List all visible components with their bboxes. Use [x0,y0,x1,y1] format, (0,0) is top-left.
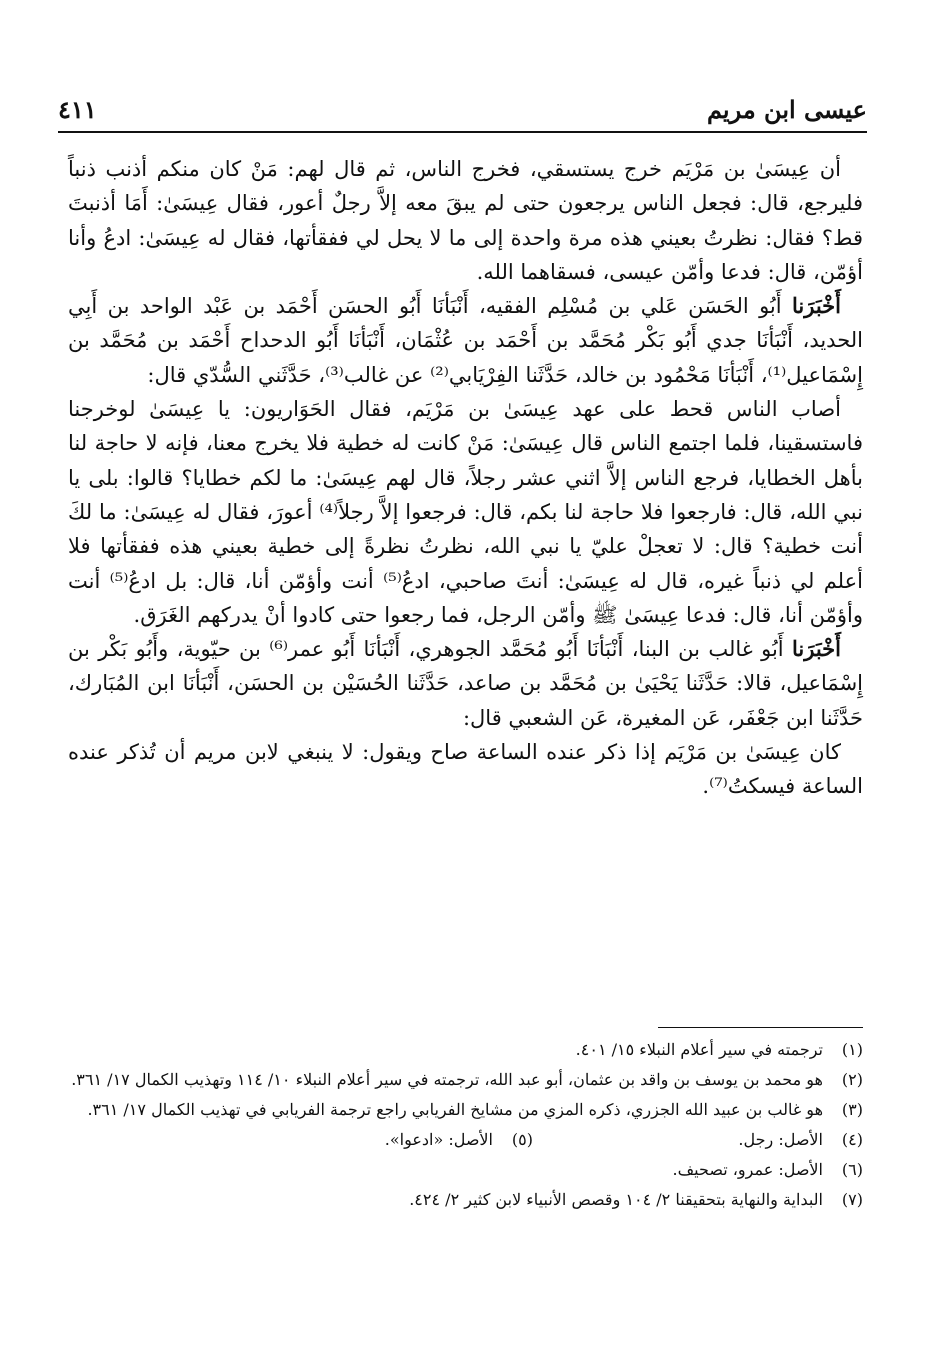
paragraph-4-text: أَبُو غالب بن البنا، أَنْبَأنَا أَبُو مُحَمَّد الجوهري، أَنْبَأنَا أَبُو عمر⁽⁶⁾ بن حيّوية، وأَبُو بَكْر بن إِسْمَاعيل، قالا: حَدَّثَنا يَحْيَىٰ بن مُحَمَّد بن صاعد، حَدَّثَنا الحُسَيْن بن الحسَن، أَنْبَأنَا ابن المُبَارك، حَدَّثَنا ابن جَعْفَر، عَن المغيرة، عَن الشعبي قال: [68,637,863,730]
footnote-text: الأصل: «ادعوا». [384,1130,493,1149]
paragraph-2-text: أَبُو الحَسَن عَلي بن مُسْلِم الفقيه، أَنْبَأنَا أَبُو الحسَن أَحْمَد بن عَبْد الواحد بن أَبِي الحديد، أَنْبَأنَا جدي أَبُو بَكْر مُحَمَّد بن أَحْمَد بن عُثْمَان، أَنْبَأنَا أَبُو الدحداح أَحْمَد بن مُحَمَّد بن إِسْمَاعيل⁽¹⁾، أَنْبَأنَا مَحْمُود بن خالد، حَدَّثَنا الفِرْيَابي⁽²⁾ عن غالب⁽³⁾، حَدَّثَني السُّدّي قال: [68,294,863,387]
main-text [68,152,863,804]
footnote-number: (٧) [841,1190,863,1209]
footnote-row-4-5 [68,1126,863,1153]
footnote-7 [68,1186,863,1213]
footnote-4 [533,1126,863,1153]
paragraph-3-text: أصاب الناس قحط على عهد عِيسَىٰ بن مَرْيَم، فقال الحَوَاريون: يا عِيسَىٰ لوخرجنا فاستسقينا، فلما اجتمع الناس قال عِيسَىٰ: مَنْ كانت له خطية فلا يخرج معنا، فإنه لا حاجة لنا بأهل الخطايا، فرجع الناس إلاَّ اثني عشر رجلاً، قال لهم عِيسَىٰ: ما لكم خطايا؟ قالوا: بلى يا نبي الله، قال: فارجعوا فلا حاجة لنا بكم، قال: فرجعوا إلاَّ رجلاً⁽⁴⁾ أعورَ، فقال له عِيسَىٰ: ما لكَ أنت خطية؟ قال: لا تعجلْ عليّ يا نبي الله، نظرتُ نظرةً إلى خطية بعيني هذه ففقأتها فلا أعلم لي ذنباً غيره، قال له عِيسَىٰ: أنتَ صاحبي، ادعُ⁽⁵⁾ أنت وأؤمّن أنا، قال: بل ادعُ⁽⁵⁾ أنت وأؤمّن أنا، قال: فدعا عِيسَىٰ ﷺ وأمّن الرجل، فما رجعوا حتى كادوا أنْ يدركهم الغَرَق. [68,397,864,627]
paragraph-4-lead: أَخْبَرَنا [792,636,841,662]
page-header [58,92,867,128]
paragraph-2-lead: أَخْبَرَنا [792,293,841,319]
footnotes [68,1036,863,1216]
footnote-number: (٦) [841,1160,863,1179]
header-rule [58,131,867,133]
footnote-text: الأصل: عمرو، تصحيف. [672,1160,823,1179]
footnote-5 [385,1126,533,1153]
footnote-number: (٢) [841,1070,863,1089]
footnote-text: ترجمته في سير أعلام النبلاء ١٥/ ٤٠١. [575,1040,823,1059]
footnote-text: هو محمد بن يوسف بن واقد بن عثمان، أبو عبد الله، ترجمته في سير أعلام النبلاء ١٠/ ١١٤ وتهذيب الكمال ١٧/ ٣٦١. [71,1070,823,1089]
paragraph-3 [68,392,863,632]
footnote-text: الأصل: رجل. [738,1130,823,1149]
paragraph-1-text: أن عِيسَىٰ بن مَرْيَم خرج يستسقي، فخرج الناس، ثم قال لهم: مَنْ كان منكم أذنب ذنباً فليرجع، قال: فجعل الناس يرجعون حتى لم يبقَ معه إلاَّ رجلٌ أعور، فقال عِيسَىٰ: أَمَا أذنبتَ قط؟ فقال: نظرتُ بعيني هذه مرة واحدة إلى ما لا يحل لي ففقأتها، فقال له عِيسَىٰ: ادعُ وأنا أؤمّن، قال: فدعا وأمّن عيسى، فسقاهما الله. [68,157,864,284]
footnote-number: (١) [841,1040,863,1059]
paragraph-1 [68,152,863,289]
page-number: ٤١١ [58,95,97,124]
running-title: عيسى ابن مريم [706,95,867,124]
paragraph-4 [68,632,863,735]
footnote-3 [68,1096,863,1123]
footnote-2 [68,1066,863,1093]
footnote-rule [658,1027,863,1028]
paragraph-5-text: كان عِيسَىٰ بن مَرْيَم إذا ذكر عنده الساعة صاح ويقول: لا ينبغي لابن مريم أن تُذكر عنده الساعة فيسكتُ⁽⁷⁾. [68,740,863,799]
paragraph-2 [68,289,863,392]
footnote-number: (٤) [841,1130,863,1149]
footnote-text: البداية والنهاية بتحقيقنا ٢/ ١٠٤ وقصص الأنبياء لابن كثير ٢/ ٤٢٤. [409,1190,823,1209]
footnote-number: (٣) [841,1100,863,1119]
footnote-text: هو غالب بن عبيد الله الجزري، ذكره المزي من مشايخ الفريابي راجع ترجمة الفريابي في تهذيب الكمال ١٧/ ٣٦١. [87,1100,823,1119]
footnote-number: (٥) [511,1130,533,1149]
paragraph-5 [68,735,863,804]
footnote-1 [68,1036,863,1063]
footnote-6 [68,1156,863,1183]
